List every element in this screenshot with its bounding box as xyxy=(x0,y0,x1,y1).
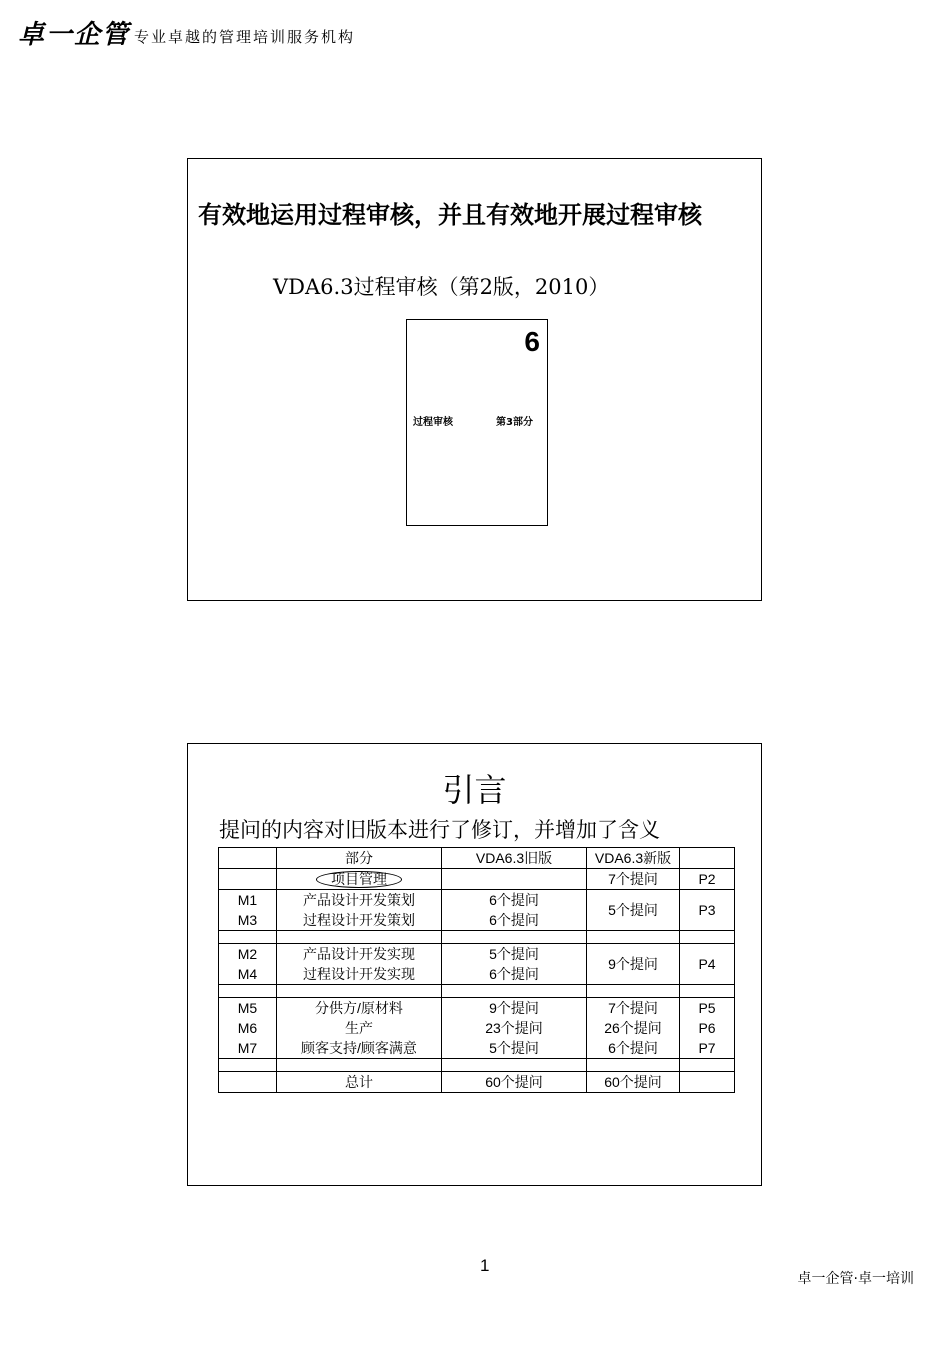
table-cell xyxy=(219,869,277,890)
table-cell: M5 xyxy=(219,998,277,1019)
table-header-cell: VDA6.3新版 xyxy=(587,848,680,869)
page-number: 1 xyxy=(480,1256,490,1275)
table-cell: 过程设计开发实现 xyxy=(277,964,442,985)
table-cell: 9个提问 xyxy=(442,998,587,1019)
table-row xyxy=(219,944,735,965)
table-header-cell: 部分 xyxy=(277,848,442,869)
cover-title: 过程审核 xyxy=(413,417,453,428)
table-header-cell: VDA6.3旧版 xyxy=(442,848,587,869)
table-cell xyxy=(219,1072,277,1093)
table-spacer-row xyxy=(219,1059,735,1072)
table-cell: 7个提问 xyxy=(587,869,680,890)
table-cell: 9个提问 xyxy=(587,944,680,985)
table-cell: 5个提问 xyxy=(587,890,680,931)
slide-heading: 引言 xyxy=(442,771,507,809)
table-cell: P3 xyxy=(680,890,735,931)
slide-title: 有效地运用过程审核，并且有效地开展过程审核 xyxy=(198,201,702,229)
table-cell: 23个提问 xyxy=(442,1018,587,1038)
table-cell: P7 xyxy=(680,1038,735,1059)
cover-part: 第3部分 xyxy=(496,417,533,428)
table-header-row xyxy=(219,848,735,869)
table-header-cell xyxy=(680,848,735,869)
brand-slogan: 专业卓越的管理培训服务机构 xyxy=(134,28,356,46)
brand-logo: 卓一企管 xyxy=(18,20,131,50)
table-row xyxy=(219,890,735,911)
table-cell: 6个提问 xyxy=(442,890,587,911)
table-cell: M7 xyxy=(219,1038,277,1059)
table-cell: 产品设计开发实现 xyxy=(277,944,442,965)
table-cell: 过程设计开发策划 xyxy=(277,910,442,931)
table-cell: 5个提问 xyxy=(442,944,587,965)
slide-2 xyxy=(187,743,762,1186)
table-row xyxy=(219,869,735,890)
slide-subtitle: VDA6.3过程审核（第2版，2010） xyxy=(273,275,610,299)
table-cell: 7个提问 xyxy=(587,998,680,1019)
table-cell: 60个提问 xyxy=(442,1072,587,1093)
table-cell xyxy=(680,1072,735,1093)
table-cell: P5 xyxy=(680,998,735,1019)
table-row xyxy=(219,1038,735,1059)
slide-1 xyxy=(187,158,762,601)
table-cell: M1 xyxy=(219,890,277,911)
table-total-row xyxy=(219,1072,735,1093)
table-cell: 总计 xyxy=(277,1072,442,1093)
table-cell: 6个提问 xyxy=(587,1038,680,1059)
table-cell: 顾客支持/顾客满意 xyxy=(277,1038,442,1059)
table-cell: M2 xyxy=(219,944,277,965)
table-cell: M3 xyxy=(219,910,277,931)
table-row xyxy=(219,1018,735,1038)
table-cell: M6 xyxy=(219,1018,277,1038)
table-cell: 6个提问 xyxy=(442,964,587,985)
page-header xyxy=(18,22,355,48)
footer-brand: 卓一企管·卓一培训 xyxy=(797,1271,914,1287)
table-cell: 分供方/原材料 xyxy=(277,998,442,1019)
table-cell: P6 xyxy=(680,1018,735,1038)
cover-number: 6 xyxy=(524,326,540,357)
book-cover xyxy=(406,319,548,526)
table-cell: 生产 xyxy=(277,1018,442,1038)
table-cell: P4 xyxy=(680,944,735,985)
table-spacer-row xyxy=(219,985,735,998)
table-cell: 6个提问 xyxy=(442,910,587,931)
questions-table xyxy=(218,847,735,1093)
slide-subtitle: 提问的内容对旧版本进行了修订，并增加了含义 xyxy=(219,818,660,842)
table-cell: 26个提问 xyxy=(587,1018,680,1038)
table-cell: P2 xyxy=(680,869,735,890)
table-spacer-row xyxy=(219,931,735,944)
table-cell xyxy=(277,869,442,890)
table-cell: M4 xyxy=(219,964,277,985)
table-cell: 60个提问 xyxy=(587,1072,680,1093)
table-cell: 产品设计开发策划 xyxy=(277,890,442,911)
table-row xyxy=(219,998,735,1019)
table-cell: 5个提问 xyxy=(442,1038,587,1059)
highlighted-part: 项目管理 xyxy=(316,871,402,888)
table-header-cell xyxy=(219,848,277,869)
table-cell xyxy=(442,869,587,890)
